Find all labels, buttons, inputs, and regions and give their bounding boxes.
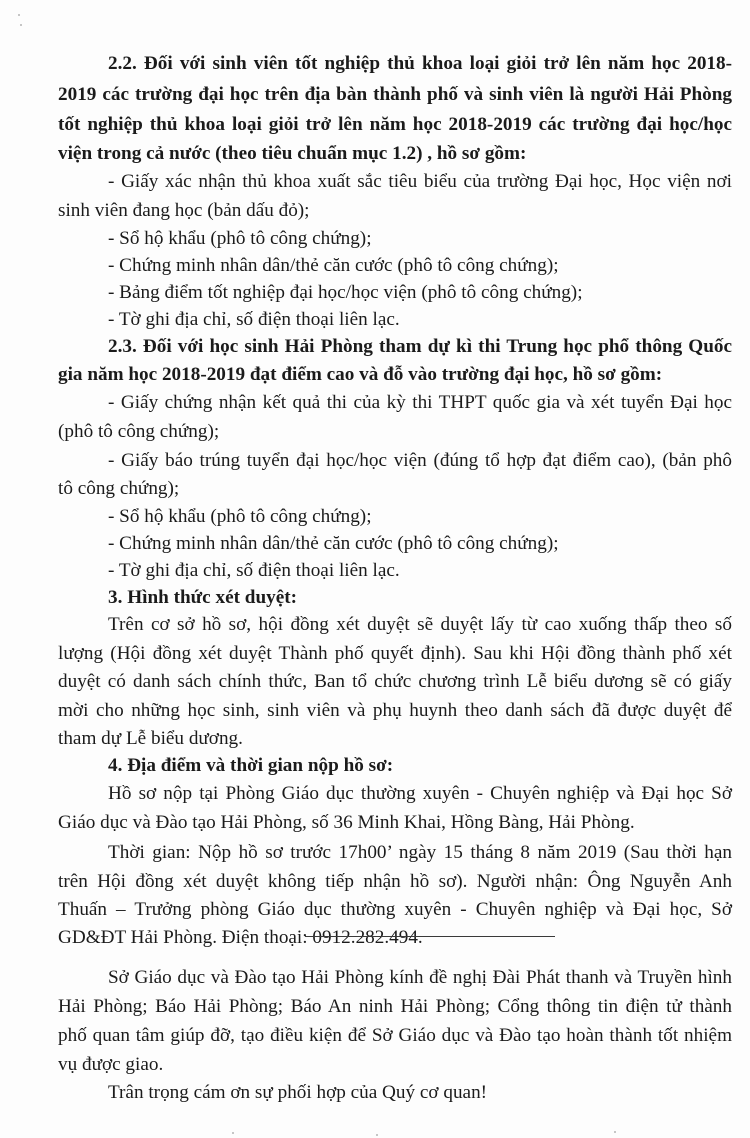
scan-speck [20,24,22,26]
section-2-3-item: - Giấy báo trúng tuyển đại học/học viện (đúng tổ hợp đạt điểm cao), (bản phô [108,450,732,471]
section-4-line: Giáo dục và Đào tạo Hải Phòng, số 36 Minh Khai, Hồng Bàng, Hải Phòng. [58,812,635,833]
section-4-line: Hồ sơ nộp tại Phòng Giáo dục thường xuyên - Chuyên nghiệp và Đại học Sở [108,783,732,804]
section-2-2-item: - Bảng điểm tốt nghiệp đại học/học viện (phô tô công chứng); [108,282,583,303]
closing-line: phố quan tâm giúp đỡ, tạo điều kiện để Sở Giáo dục và Đào tạo hoàn thành tốt nhiệm [58,1025,732,1046]
section-3-line: mời cho những học sinh, sinh viên và phụ huynh theo danh sách đã được duyệt để [58,700,732,721]
section-2-3-heading-line: gia năm học 2018-2019 đạt điểm cao và đỗ vào trường đại học, hồ sơ gồm: [58,364,663,385]
scan-speck [614,1131,616,1133]
section-2-2-item: - Chứng minh nhân dân/thẻ căn cước (phô tô công chứng); [108,255,559,276]
section-2-2-item: - Sổ hộ khẩu (phô tô công chứng); [108,228,372,249]
section-2-3-item: (phô tô công chứng); [58,421,220,442]
section-2-3-heading-line: 2.3. Đối với học sinh Hải Phòng tham dự kì thi Trung học phổ thông Quốc [108,336,732,357]
section-2-2-heading-line: 2.2. Đối với sinh viên tốt nghiệp thủ khoa loại giỏi trở lên năm học 2018- [108,53,732,74]
section-2-2-heading-line: viện trong cả nước (theo tiêu chuẩn mục 1.2) , hồ sơ gồm: [58,143,527,164]
section-2-3-item: tô công chứng); [58,478,180,499]
section-2-3-item: - Chứng minh nhân dân/thẻ căn cước (phô tô công chứng); [108,533,559,554]
section-2-2-heading-line: tốt nghiệp thủ khoa loại giỏi trở lên năm học 2018-2019 các trường đại học/học [58,114,732,135]
section-4-line: Thuấn – Trưởng phòng Giáo dục thường xuyên - Chuyên nghiệp và Đại học, Sở [58,899,732,920]
section-2-2-item: - Tờ ghi địa chỉ, số điện thoại liên lạc. [108,309,400,330]
section-divider [305,936,555,937]
section-3-line: tham dự Lễ biểu dương. [58,728,243,749]
closing-line: vụ được giao. [58,1054,164,1075]
section-2-3-item: - Tờ ghi địa chỉ, số điện thoại liên lạc. [108,560,400,581]
section-2-2-item: sinh viên đang học (bản dấu đỏ); [58,200,310,221]
section-4-line: GD&ĐT Hải Phòng. Điện thoại: 0912.282.494. [58,927,423,948]
section-4-heading: 4. Địa điểm và thời gian nộp hồ sơ: [108,755,394,776]
section-2-2-item: - Giấy xác nhận thủ khoa xuất sắc tiêu biểu của trường Đại học, Học viện nơi [108,171,732,192]
section-4-line: Thời gian: Nộp hồ sơ trước 17h00’ ngày 15 tháng 8 năm 2019 (Sau thời hạn [108,842,732,863]
section-2-2-heading-line: 2019 các trường đại học trên địa bàn thành phố và sinh viên là người Hải Phòng [58,84,732,105]
section-3-heading: 3. Hình thức xét duyệt: [108,587,297,608]
section-3-line: lượng (Hội đồng xét duyệt Thành phố quyết định). Sau khi Hội đồng thành phố xét [58,643,732,664]
section-2-3-item: - Sổ hộ khẩu (phô tô công chứng); [108,506,372,527]
section-3-line: duyệt có danh sách chính thức, Ban tổ chức chương trình Lễ biểu dương sẽ có giấy [58,671,732,692]
section-4-line: trên Hội đồng xét duyệt không tiếp nhận hồ sơ). Người nhận: Ông Nguyễn Anh [58,871,732,892]
closing-line: Hải Phòng; Báo Hải Phòng; Báo An ninh Hải Phòng; Cổng thông tin điện tử thành [58,996,732,1017]
closing-line: Sở Giáo dục và Đào tạo Hải Phòng kính đề nghị Đài Phát thanh và Truyền hình [108,967,732,988]
scan-speck [232,1132,234,1134]
scan-speck [376,1134,378,1136]
section-3-line: Trên cơ sở hồ sơ, hội đồng xét duyệt sẽ duyệt lấy từ cao xuống thấp theo số [108,614,732,635]
section-2-3-item: - Giấy chứng nhận kết quả thi của kỳ thi THPT quốc gia và xét tuyển Đại học [108,392,732,413]
closing-thanks: Trân trọng cám ơn sự phối hợp của Quý cơ quan! [108,1082,488,1103]
scan-speck [18,14,20,16]
